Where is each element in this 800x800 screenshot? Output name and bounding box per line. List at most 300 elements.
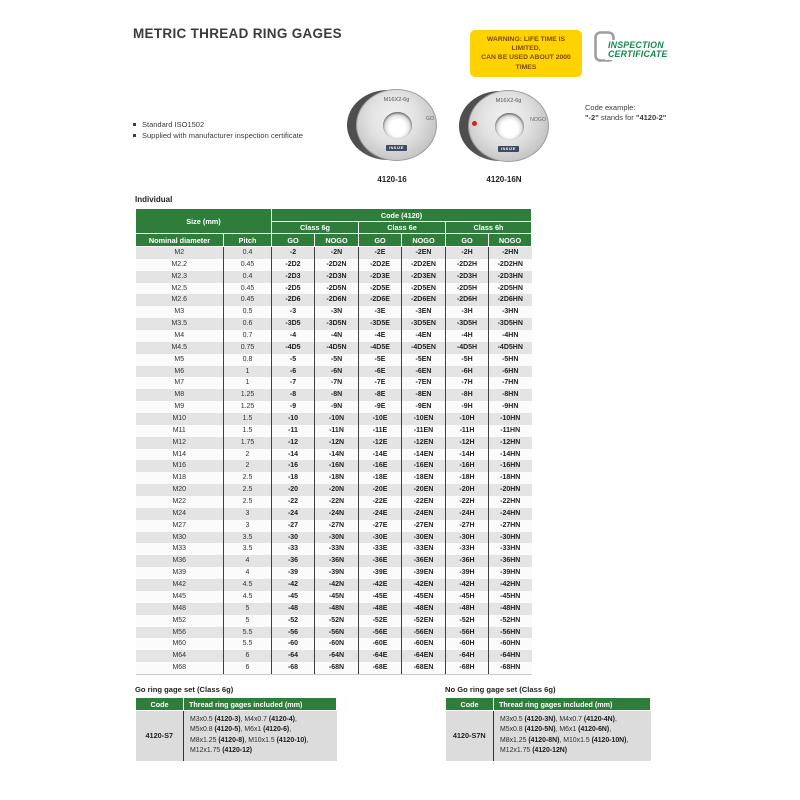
code-6e-go-cell: -64E xyxy=(359,650,402,662)
code-6g-nogo-cell: -5N xyxy=(315,354,359,366)
code-6h-nogo-cell: -20HN xyxy=(489,484,532,496)
code-6h-go-cell: -12H xyxy=(446,437,489,449)
code-6e-go-cell: -33E xyxy=(359,543,402,555)
size-group-header: Size (mm) xyxy=(136,209,272,234)
code-6h-nogo-cell: -2D3HN xyxy=(489,271,532,283)
code-6h-nogo-cell: -27HN xyxy=(489,520,532,532)
code-6g-go-cell: -60 xyxy=(272,638,315,650)
code-6g-nogo-cell: -22N xyxy=(315,496,359,508)
go-header: GO xyxy=(272,234,315,247)
code-6h-go-cell: -4H xyxy=(446,330,489,342)
pitch-cell: 4 xyxy=(224,567,272,579)
code-6g-go-cell: -64 xyxy=(272,650,315,662)
code-6e-go-cell: -2E xyxy=(359,247,402,259)
table-row xyxy=(136,627,532,639)
code-6g-go-cell: -2D2 xyxy=(272,259,315,271)
go-set-title: Go ring gage set (Class 6g) xyxy=(135,685,234,694)
code-6h-go-cell: -11H xyxy=(446,425,489,437)
code-6e-go-cell: -7E xyxy=(359,377,402,389)
pitch-cell: 1.5 xyxy=(224,425,272,437)
go-set-content: M3x0.5 (4120-3), M4x0.7 (4120-4), M5x0.8 (4120-5), M6x1 (4120-6), M8x1.25 (4120-8), M10x1.5 (4120-10), M12x1.75 (4120-12) xyxy=(184,711,337,761)
set-content-header: Thread ring gages included (mm) xyxy=(184,698,337,711)
code-6h-go-cell: -39H xyxy=(446,567,489,579)
pitch-cell: 5 xyxy=(224,615,272,627)
code-6e-go-cell: -39E xyxy=(359,567,402,579)
code-6e-go-cell: -2D3E xyxy=(359,271,402,283)
code-6g-nogo-cell: -42N xyxy=(315,579,359,591)
code-6h-go-cell: -2D2H xyxy=(446,259,489,271)
code-6h-go-cell: -64H xyxy=(446,650,489,662)
nogo-red-dot-icon xyxy=(472,121,477,126)
pitch-cell: 1.75 xyxy=(224,437,272,449)
code-6h-go-cell: -6H xyxy=(446,366,489,378)
nogo-marking: NOGO xyxy=(530,117,546,123)
code-6e-go-cell: -9E xyxy=(359,401,402,413)
pitch-cell: 4 xyxy=(224,555,272,567)
code-6e-go-cell: -68E xyxy=(359,662,402,674)
code-6g-go-cell: -4D5 xyxy=(272,342,315,354)
nominal-diameter-header: Nominal diameter xyxy=(136,234,224,247)
code-6h-nogo-cell: -22HN xyxy=(489,496,532,508)
code-6e-nogo-cell: -11EN xyxy=(402,425,446,437)
nogo-set-content: M3x0.5 (4120-3N), M4x0.7 (4120-4N), M5x0.8 (4120-5N), M6x1 (4120-6N), M8x1.25 (4120-8N), M10x1.5 (4120-10N), M12x1.75 (4120-12N) xyxy=(494,711,651,761)
code-6g-go-cell: -30 xyxy=(272,532,315,544)
pitch-cell: 1.25 xyxy=(224,401,272,413)
table-row xyxy=(136,401,532,413)
code-6h-nogo-cell: -18HN xyxy=(489,472,532,484)
code-6h-nogo-cell: -52HN xyxy=(489,615,532,627)
code-6e-go-cell: -3D5E xyxy=(359,318,402,330)
pitch-cell: 4.5 xyxy=(224,579,272,591)
warning-line1: WARNING: LIFE TIME IS LIMITED, xyxy=(486,36,566,53)
pitch-cell: 3.5 xyxy=(224,543,272,555)
code-6g-go-cell: -2 xyxy=(272,247,315,259)
code-6g-go-cell: -2D5 xyxy=(272,283,315,295)
code-6g-go-cell: -3D5 xyxy=(272,318,315,330)
nogo-ring-caption: 4120-16N xyxy=(486,175,522,184)
table-row xyxy=(136,437,532,449)
code-6h-go-cell: -5H xyxy=(446,354,489,366)
code-6h-go-cell: -24H xyxy=(446,508,489,520)
code-6e-nogo-cell: -24EN xyxy=(402,508,446,520)
nominal-diameter-cell: M7 xyxy=(174,379,185,387)
set-content-header: Thread ring gages included (mm) xyxy=(494,698,651,711)
nogo-set-title: No Go ring gage set (Class 6g) xyxy=(445,685,556,694)
code-6h-nogo-cell: -64HN xyxy=(489,650,532,662)
code-6h-go-cell: -33H xyxy=(446,543,489,555)
table-row xyxy=(136,259,532,271)
code-6h-go-cell: -2D6H xyxy=(446,294,489,306)
code-6h-nogo-cell: -2D5HN xyxy=(489,283,532,295)
code-6h-go-cell: -18H xyxy=(446,472,489,484)
code-6h-nogo-cell: -12HN xyxy=(489,437,532,449)
code-6h-go-cell: -20H xyxy=(446,484,489,496)
code-6h-go-cell: -7H xyxy=(446,377,489,389)
nominal-diameter-cell: M2.5 xyxy=(171,284,188,292)
code-6e-go-cell: -24E xyxy=(359,508,402,520)
nominal-diameter-cell: M39 xyxy=(172,569,187,577)
pitch-cell: 3 xyxy=(224,508,272,520)
code-6h-go-cell: -45H xyxy=(446,591,489,603)
code-6g-nogo-cell: -4D5N xyxy=(315,342,359,354)
individual-gages-table xyxy=(135,208,532,675)
pitch-cell: 6 xyxy=(224,662,272,674)
pitch-cell: 1.25 xyxy=(224,389,272,401)
table-row xyxy=(136,650,532,662)
table-row xyxy=(136,555,532,567)
code-6e-nogo-cell: -27EN xyxy=(402,520,446,532)
code-6e-nogo-cell: -52EN xyxy=(402,615,446,627)
table-row xyxy=(136,330,532,342)
code-6g-go-cell: -5 xyxy=(272,354,315,366)
code-6g-nogo-cell: -20N xyxy=(315,484,359,496)
nominal-diameter-cell: M2.3 xyxy=(171,272,188,280)
code-6e-nogo-cell: -2D5EN xyxy=(402,283,446,295)
code-6g-go-cell: -2D3 xyxy=(272,271,315,283)
code-6g-go-cell: -6 xyxy=(272,366,315,378)
code-6g-go-cell: -2D6 xyxy=(272,294,315,306)
code-6g-nogo-cell: -24N xyxy=(315,508,359,520)
pitch-cell: 2.5 xyxy=(224,496,272,508)
feature-item: Standard ISO1502 xyxy=(133,119,303,130)
code-6h-nogo-cell: -10HN xyxy=(489,413,532,425)
table-row xyxy=(136,615,532,627)
nominal-diameter-cell: M10 xyxy=(172,415,187,423)
code-6h-nogo-cell: -9HN xyxy=(489,401,532,413)
pitch-cell: 2.5 xyxy=(224,472,272,484)
table-row xyxy=(136,271,532,283)
table-row xyxy=(136,318,532,330)
nominal-diameter-cell: M3.5 xyxy=(171,320,188,328)
nominal-diameter-cell: M14 xyxy=(172,450,187,458)
pitch-cell: 0.5 xyxy=(224,306,272,318)
code-6h-go-cell: -27H xyxy=(446,520,489,532)
code-6h-go-cell: -48H xyxy=(446,603,489,615)
pitch-cell: 0.4 xyxy=(224,247,272,259)
code-6e-nogo-cell: -9EN xyxy=(402,401,446,413)
code-6e-go-cell: -30E xyxy=(359,532,402,544)
pitch-cell: 1 xyxy=(224,366,272,378)
code-6h-nogo-cell: -8HN xyxy=(489,389,532,401)
pitch-cell: 0.7 xyxy=(224,330,272,342)
table-row xyxy=(136,342,532,354)
code-6e-nogo-cell: -18EN xyxy=(402,472,446,484)
code-6e-go-cell: -36E xyxy=(359,555,402,567)
ring-threaded-hole xyxy=(495,113,524,140)
code-6h-go-cell: -4D5H xyxy=(446,342,489,354)
code-6e-nogo-cell: -10EN xyxy=(402,413,446,425)
code-6g-go-cell: -27 xyxy=(272,520,315,532)
code-6h-go-cell: -36H xyxy=(446,555,489,567)
nominal-diameter-cell: M45 xyxy=(172,592,187,600)
code-group-header: Code (4120) xyxy=(272,209,532,222)
code-6e-nogo-cell: -39EN xyxy=(402,567,446,579)
set-code-header: Code xyxy=(136,698,184,711)
table-row xyxy=(136,508,532,520)
table-row xyxy=(136,283,532,295)
pitch-cell: 0.8 xyxy=(224,354,272,366)
code-6g-go-cell: -4 xyxy=(272,330,315,342)
nominal-diameter-cell: M36 xyxy=(172,557,187,565)
table-row xyxy=(136,543,532,555)
code-6e-go-cell: -60E xyxy=(359,638,402,650)
class-6g-header: Class 6g xyxy=(272,222,359,234)
code-6h-nogo-cell: -45HN xyxy=(489,591,532,603)
warning-badge xyxy=(470,30,582,77)
code-6e-nogo-cell: -3EN xyxy=(402,306,446,318)
pitch-cell: 6 xyxy=(224,650,272,662)
code-6g-nogo-cell: -6N xyxy=(315,366,359,378)
code-6h-nogo-cell: -39HN xyxy=(489,567,532,579)
code-6h-go-cell: -42H xyxy=(446,579,489,591)
nominal-diameter-cell: M12 xyxy=(172,438,187,446)
table-row xyxy=(136,449,532,461)
code-6g-go-cell: -20 xyxy=(272,484,315,496)
table-row xyxy=(136,413,532,425)
pitch-cell: 1.5 xyxy=(224,413,272,425)
code-6h-nogo-cell: -60HN xyxy=(489,638,532,650)
code-6g-go-cell: -39 xyxy=(272,567,315,579)
nominal-diameter-cell: M24 xyxy=(172,509,187,517)
code-6g-nogo-cell: -36N xyxy=(315,555,359,567)
code-6h-nogo-cell: -3D5HN xyxy=(489,318,532,330)
code-6e-go-cell: -42E xyxy=(359,579,402,591)
pitch-cell: 0.45 xyxy=(224,283,272,295)
table-row xyxy=(136,591,532,603)
nogo-set-section xyxy=(445,685,651,761)
code-6h-nogo-cell: -6HN xyxy=(489,366,532,378)
go-header: GO xyxy=(359,234,402,247)
ring-size-marking: M16X2-6g xyxy=(495,98,522,104)
table-row xyxy=(136,460,532,472)
code-6g-nogo-cell: -39N xyxy=(315,567,359,579)
code-6g-go-cell: -9 xyxy=(272,401,315,413)
code-6h-go-cell: -14H xyxy=(446,449,489,461)
nominal-diameter-cell: M5 xyxy=(174,355,185,363)
nominal-diameter-cell: M60 xyxy=(172,640,187,648)
set-code-cell: 4120-S7N xyxy=(446,711,494,761)
feature-list xyxy=(133,119,303,141)
code-6g-nogo-cell: -45N xyxy=(315,591,359,603)
code-6e-nogo-cell: -64EN xyxy=(402,650,446,662)
code-6g-go-cell: -3 xyxy=(272,306,315,318)
code-6e-nogo-cell: -36EN xyxy=(402,555,446,567)
nominal-diameter-cell: M2 xyxy=(174,249,185,256)
nominal-diameter-cell: M3 xyxy=(174,308,185,316)
code-6e-nogo-cell: -68EN xyxy=(402,662,446,674)
table-row xyxy=(136,306,532,318)
go-set-table xyxy=(135,697,337,761)
code-6g-go-cell: -18 xyxy=(272,472,315,484)
code-6e-nogo-cell: -30EN xyxy=(402,532,446,544)
code-6h-go-cell: -22H xyxy=(446,496,489,508)
page-title: METRIC THREAD RING GAGES xyxy=(133,26,342,41)
nogo-ring-gage-image xyxy=(459,90,549,162)
code-6e-go-cell: -48E xyxy=(359,603,402,615)
code-6g-go-cell: -48 xyxy=(272,603,315,615)
code-6g-go-cell: -24 xyxy=(272,508,315,520)
code-6g-nogo-cell: -52N xyxy=(315,615,359,627)
code-6g-go-cell: -56 xyxy=(272,627,315,639)
nogo-header: NOGO xyxy=(402,234,446,247)
code-6e-nogo-cell: -42EN xyxy=(402,579,446,591)
table-row xyxy=(136,532,532,544)
code-6h-nogo-cell: -14HN xyxy=(489,449,532,461)
code-6e-nogo-cell: -8EN xyxy=(402,389,446,401)
code-6h-nogo-cell: -24HN xyxy=(489,508,532,520)
code-6e-nogo-cell: -60EN xyxy=(402,638,446,650)
go-set-section xyxy=(135,685,337,761)
nominal-diameter-cell: M6 xyxy=(174,367,185,375)
code-example-note xyxy=(585,103,666,123)
table-row xyxy=(136,484,532,496)
code-6g-nogo-cell: -2D3N xyxy=(315,271,359,283)
table-row xyxy=(136,472,532,484)
code-6g-nogo-cell: -8N xyxy=(315,389,359,401)
code-6g-nogo-cell: -7N xyxy=(315,377,359,389)
code-6e-nogo-cell: -4D5EN xyxy=(402,342,446,354)
code-6h-go-cell: -56H xyxy=(446,627,489,639)
table-row xyxy=(136,425,532,437)
code-6g-go-cell: -33 xyxy=(272,543,315,555)
code-6g-go-cell: -12 xyxy=(272,437,315,449)
nogo-set-table xyxy=(445,697,651,761)
code-6h-nogo-cell: -33HN xyxy=(489,543,532,555)
code-6g-go-cell: -14 xyxy=(272,449,315,461)
nominal-diameter-cell: M20 xyxy=(172,486,187,494)
pitch-cell: 5.5 xyxy=(224,627,272,639)
code-6g-go-cell: -45 xyxy=(272,591,315,603)
table-row xyxy=(136,638,532,650)
nogo-header: NOGO xyxy=(489,234,532,247)
code-6e-nogo-cell: -6EN xyxy=(402,366,446,378)
code-6h-go-cell: -52H xyxy=(446,615,489,627)
code-6g-go-cell: -10 xyxy=(272,413,315,425)
code-6g-nogo-cell: -10N xyxy=(315,413,359,425)
code-6e-nogo-cell: -4EN xyxy=(402,330,446,342)
code-6h-nogo-cell: -2HN xyxy=(489,247,532,259)
table-row xyxy=(136,662,532,674)
code-6e-go-cell: -3E xyxy=(359,306,402,318)
code-6g-go-cell: -42 xyxy=(272,579,315,591)
ring-size-marking: M16X2-6g xyxy=(383,97,410,103)
table-row xyxy=(136,579,532,591)
nominal-diameter-cell: M16 xyxy=(172,462,187,470)
individual-label: Individual xyxy=(135,195,173,204)
insize-logo: INSIZE xyxy=(356,136,437,154)
table-row xyxy=(136,294,532,306)
code-6e-go-cell: -56E xyxy=(359,627,402,639)
code-6e-go-cell: -10E xyxy=(359,413,402,425)
code-6e-go-cell: -8E xyxy=(359,389,402,401)
nominal-diameter-cell: M18 xyxy=(172,474,187,482)
table-row xyxy=(136,366,532,378)
pitch-header: Pitch xyxy=(224,234,272,247)
code-6e-go-cell: -14E xyxy=(359,449,402,461)
code-6h-go-cell: -3D5H xyxy=(446,318,489,330)
table-row xyxy=(136,496,532,508)
class-6h-header: Class 6h xyxy=(446,222,532,234)
nominal-diameter-cell: M2.6 xyxy=(171,296,188,304)
nominal-diameter-cell: M30 xyxy=(172,533,187,541)
inspection-certificate-badge xyxy=(594,31,690,67)
code-6e-go-cell: -2D5E xyxy=(359,283,402,295)
nominal-diameter-cell: M9 xyxy=(174,403,185,411)
code-6g-nogo-cell: -2D5N xyxy=(315,283,359,295)
nominal-diameter-cell: M52 xyxy=(172,616,187,624)
pitch-cell: 0.45 xyxy=(224,259,272,271)
pitch-cell: 0.6 xyxy=(224,318,272,330)
table-row xyxy=(136,354,532,366)
code-6e-nogo-cell: -20EN xyxy=(402,484,446,496)
code-6e-go-cell: -22E xyxy=(359,496,402,508)
code-6h-nogo-cell: -11HN xyxy=(489,425,532,437)
certificate-text: INSPECTION CERTIFICATE xyxy=(605,40,668,60)
pitch-cell: 5 xyxy=(224,603,272,615)
nominal-diameter-cell: M64 xyxy=(172,652,187,660)
code-6g-nogo-cell: -14N xyxy=(315,449,359,461)
individual-section xyxy=(135,195,531,675)
table-row xyxy=(136,603,532,615)
code-6g-nogo-cell: -2D2N xyxy=(315,259,359,271)
code-6g-go-cell: -8 xyxy=(272,389,315,401)
code-6h-nogo-cell: -16HN xyxy=(489,460,532,472)
code-6g-go-cell: -52 xyxy=(272,615,315,627)
table-row xyxy=(136,389,532,401)
code-6e-go-cell: -18E xyxy=(359,472,402,484)
code-6g-nogo-cell: -3D5N xyxy=(315,318,359,330)
code-6g-nogo-cell: -2D6N xyxy=(315,294,359,306)
code-6e-nogo-cell: -3D5EN xyxy=(402,318,446,330)
pitch-cell: 5.5 xyxy=(224,638,272,650)
code-6h-nogo-cell: -5HN xyxy=(489,354,532,366)
code-6h-nogo-cell: -2D2HN xyxy=(489,259,532,271)
code-6g-nogo-cell: -9N xyxy=(315,401,359,413)
code-6h-go-cell: -10H xyxy=(446,413,489,425)
pitch-cell: 2 xyxy=(224,449,272,461)
table-row xyxy=(136,711,337,761)
pitch-cell: 1 xyxy=(224,377,272,389)
nominal-diameter-cell: M48 xyxy=(172,604,187,612)
code-6e-nogo-cell: -33EN xyxy=(402,543,446,555)
pitch-cell: 4.5 xyxy=(224,591,272,603)
nominal-diameter-cell: M8 xyxy=(174,391,185,399)
pitch-cell: 3 xyxy=(224,520,272,532)
code-6h-go-cell: -68H xyxy=(446,662,489,674)
code-6h-go-cell: -3H xyxy=(446,306,489,318)
code-6e-nogo-cell: -2EN xyxy=(402,247,446,259)
code-6e-go-cell: -4E xyxy=(359,330,402,342)
code-6h-go-cell: -9H xyxy=(446,401,489,413)
code-6e-go-cell: -11E xyxy=(359,425,402,437)
go-ring-caption: 4120-16 xyxy=(377,175,407,184)
code-6e-nogo-cell: -48EN xyxy=(402,603,446,615)
table-row xyxy=(446,711,651,761)
code-6e-go-cell: -16E xyxy=(359,460,402,472)
code-6g-nogo-cell: -3N xyxy=(315,306,359,318)
go-marking: GO xyxy=(425,116,434,122)
code-6h-nogo-cell: -4D5HN xyxy=(489,342,532,354)
code-6g-go-cell: -22 xyxy=(272,496,315,508)
pitch-cell: 2.5 xyxy=(224,484,272,496)
code-6h-nogo-cell: -2D6HN xyxy=(489,294,532,306)
nogo-header: NOGO xyxy=(315,234,359,247)
code-6g-nogo-cell: -16N xyxy=(315,460,359,472)
code-6h-go-cell: -2H xyxy=(446,247,489,259)
code-6e-go-cell: -4D5E xyxy=(359,342,402,354)
code-6h-go-cell: -2D5H xyxy=(446,283,489,295)
nominal-diameter-cell: M4 xyxy=(174,332,185,340)
